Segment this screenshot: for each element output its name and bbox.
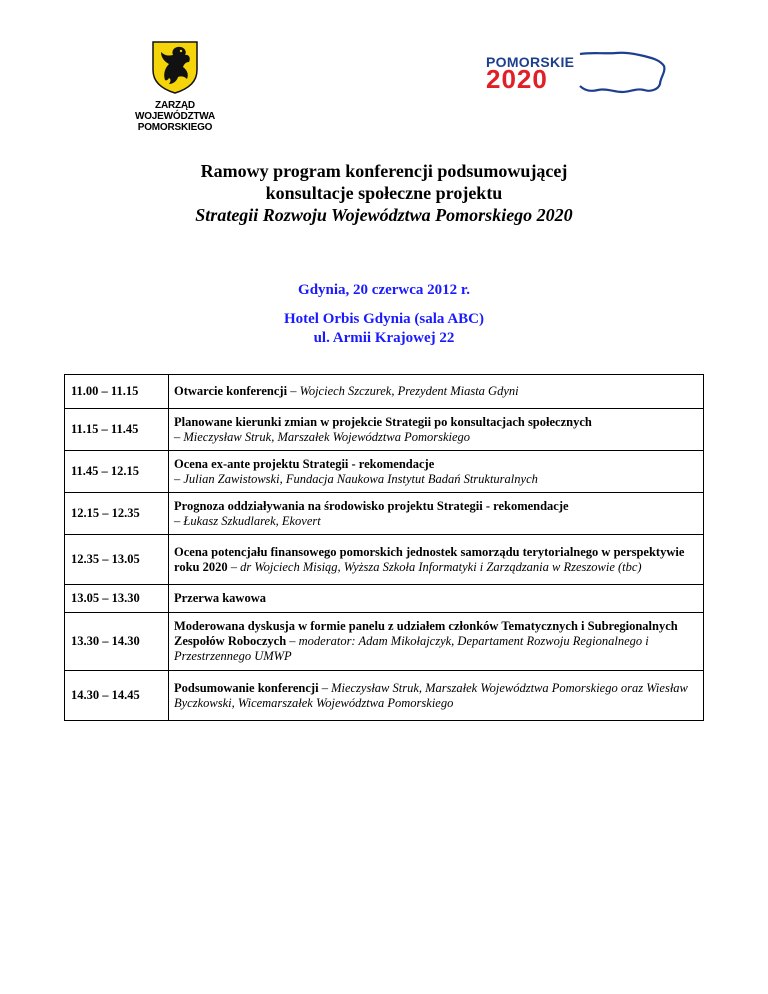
program-separator: – (287, 384, 300, 398)
program-time: 12.35 – 13.05 (65, 535, 169, 585)
griffin-crest-icon (151, 40, 199, 94)
program-time: 13.30 – 14.30 (65, 613, 169, 671)
program-separator: – (227, 559, 241, 574)
program-row (65, 535, 704, 585)
program-time: 14.30 – 14.45 (65, 671, 169, 721)
program-speaker: Mieczysław Struk, Marszałek Województwa Pomorskiego (183, 429, 471, 444)
program-description (169, 613, 704, 671)
event-address: ul. Armii Krajowej 22 (313, 330, 455, 346)
program-time: 13.05 – 13.30 (65, 585, 169, 613)
program-row (65, 375, 704, 409)
org-name-line1: ZARZĄD (155, 100, 195, 111)
event-info (0, 281, 768, 348)
org-logo (100, 40, 250, 133)
program-description (169, 375, 704, 409)
org-name-line2: WOJEWÓDZTWA POMORSKIEGO (134, 111, 215, 133)
program-separator: – (318, 680, 332, 695)
program-time: 11.45 – 12.15 (65, 451, 169, 493)
program-topic: Moderowana dyskusja w formie panelu z udziałem członków Tematycznych i Subregionalnych Zespołów Roboczych (174, 619, 678, 648)
program-time: 11.15 – 11.45 (65, 409, 169, 451)
program-speaker: moderator: Adam Mikołajczyk, Departament Rozwoju Regionalnego i Przestrzennego UMWP (174, 634, 649, 663)
program-separator: – (174, 471, 184, 486)
program-description (169, 409, 704, 451)
program-topic: Ocena potencjału finansowego pomorskich jednostek samorządu terytorialnego w perspektywie roku 2020 (174, 544, 685, 574)
event-venue: Hotel Orbis Gdynia (sala ABC) (283, 311, 485, 327)
program-topic: Podsumowanie konferencji (174, 680, 319, 695)
program-topic: Przerwa kawowa (174, 591, 266, 605)
program-row (65, 493, 704, 535)
program-time: 12.15 – 12.35 (65, 493, 169, 535)
title-line-3: Strategii Rozwoju Województwa Pomorskiego 2020 (195, 205, 573, 225)
program-separator: – (174, 429, 184, 444)
program-speaker: Mieczysław Struk, Marszałek Województwa Pomorskiego oraz Wiesław Byczkowski, Wicemarszałek Województwa Pomorskiego (174, 680, 688, 710)
brand-name: POMORSKIE (486, 54, 575, 70)
program-row (65, 409, 704, 451)
program-description (169, 493, 704, 535)
program-speaker: dr Wojciech Misiąg, Wyższa Szkoła Informatyki i Zarządzania w Rzeszowie (tbc) (240, 559, 642, 574)
title-line-1: Ramowy program konferencji podsumowującej (200, 161, 568, 181)
program-topic: Otwarcie konferencji (174, 384, 288, 398)
program-separator: – (174, 513, 184, 528)
program-description (169, 451, 704, 493)
brand-year: 2020 (486, 64, 548, 94)
program-description (169, 671, 704, 721)
event-date: Gdynia, 20 czerwca 2012 r. (298, 282, 470, 298)
program-description (169, 535, 704, 585)
program-description (169, 585, 704, 613)
program-row (65, 613, 704, 671)
program-speaker: Wojciech Szczurek, Prezydent Miasta Gdyni (299, 384, 519, 398)
program-topic: Ocena ex-ante projektu Strategii - rekomendacje (174, 456, 435, 471)
program-row (65, 671, 704, 721)
program-separator: – (286, 634, 299, 648)
program-speaker: Łukasz Szkudlarek, Ekovert (183, 513, 321, 528)
program-topic: Planowane kierunki zmian w projekcie Strategii po konsultacjach społecznych (174, 414, 592, 429)
document-title (0, 160, 768, 226)
program-time: 11.00 – 11.15 (65, 375, 169, 409)
pomorskie-2020-logo (484, 48, 674, 100)
program-speaker: Julian Zawistowski, Fundacja Naukowa Instytut Badań Strukturalnych (183, 471, 538, 486)
program-table (64, 374, 704, 721)
title-line-2: konsultacje społeczne projektu (265, 183, 503, 203)
program-row (65, 585, 704, 613)
program-topic: Prognoza oddziaływania na środowisko projektu Strategii - rekomendacje (174, 498, 569, 513)
program-row (65, 451, 704, 493)
